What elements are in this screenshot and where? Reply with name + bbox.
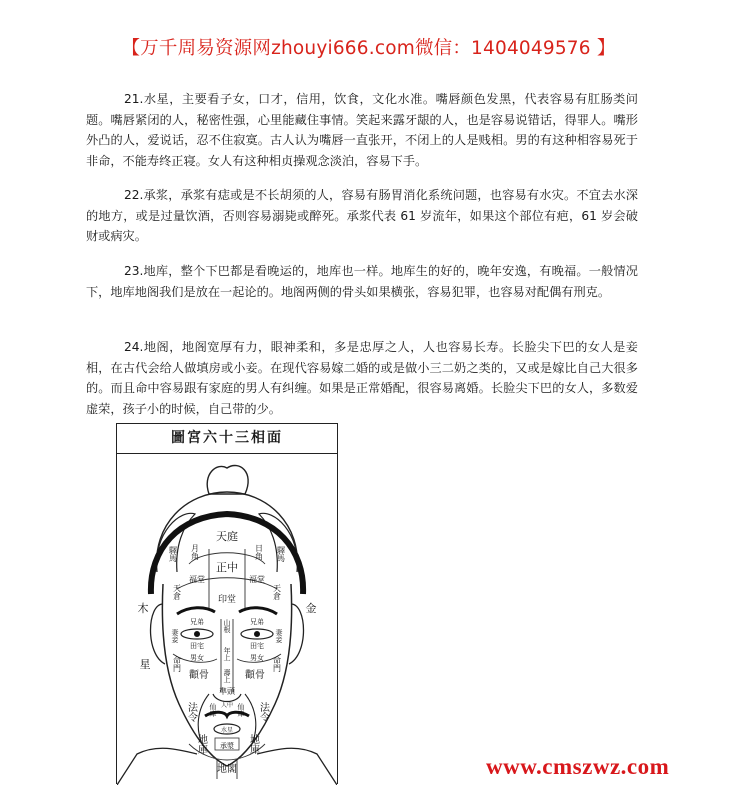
paragraph-22-chengjiang: 22.承浆，承浆有痣或是不长胡须的人，容易有肠胃消化系统问题，也容易有水灾。不宜去水深的地方，或是过量饮酒，否则容易溺毙或醉死。承浆代表 61 岁流年，如果这个部位有疤，61 岁会破财或病灾。 bbox=[86, 188, 638, 243]
label-yima-right: 驛馬 bbox=[276, 546, 286, 562]
left-eyebrow bbox=[177, 608, 215, 614]
label-tianzhai-left: 田宅 bbox=[190, 642, 204, 650]
paragraph-23-diku: 23.地库，整个下巴都是看晚运的，地库也一样。地库生的好的，晚年安逸，有晚福。一般情况下，地库地阁我们是放在一起论的。地阁两侧的骨头如果横张，容易犯罪，也容易对配偶有刑克。 bbox=[86, 264, 638, 299]
topknot-shape bbox=[207, 466, 248, 494]
label-xing: 星 bbox=[139, 658, 151, 671]
label-zhuntou: 準頭 bbox=[219, 687, 235, 696]
label-xianku-right: 仙庫 bbox=[237, 703, 245, 717]
label-nannu-left: 男女 bbox=[190, 654, 204, 662]
label-chengjiang: 承漿 bbox=[220, 742, 234, 750]
label-shoushang: 壽上 bbox=[223, 669, 231, 683]
label-yintang: 印堂 bbox=[217, 595, 237, 605]
label-shuixing: 水星 bbox=[220, 727, 234, 734]
source-header: 【万千周易资源网zhouyi666.com微信：1404049576 】 bbox=[121, 38, 616, 59]
label-xiongdi-left: 兄弟 bbox=[190, 618, 204, 626]
label-qishi-right: 妻妾 bbox=[275, 629, 283, 643]
label-quangu-right: 顴骨 bbox=[245, 670, 265, 681]
label-xiongdi-right: 兄弟 bbox=[250, 618, 264, 626]
label-faling-right: 法令 bbox=[257, 702, 269, 722]
right-pupil bbox=[254, 631, 260, 637]
label-mu: 木 bbox=[137, 602, 149, 615]
label-yuejiao: 月角 bbox=[190, 544, 200, 560]
label-tianting: 天庭 bbox=[216, 530, 238, 543]
label-tiancang-left: 天倉 bbox=[172, 584, 182, 600]
label-dige: 地閣 bbox=[217, 764, 237, 775]
label-qishi-left: 妻妾 bbox=[171, 629, 179, 643]
label-tiancang-right: 天倉 bbox=[272, 584, 282, 600]
label-zhengzhong: 正中 bbox=[216, 561, 238, 574]
paragraph-24-dige: 24.地阁，地阁宽厚有力，眼神柔和，多是忠厚之人，人也容易长寿。长脸尖下巴的女人是妾相，在古代会给人做填房或小妾。在现代容易嫁二婚的或是做小三二奶之类的，又或是嫁比自己大很多的。而且命中容易跟有家庭的男人有纠缠。如果是正常婚配，很容易离婚。长脸尖下巴的女人，多数爱虚荣，孩子小的时候，自己带的少。 bbox=[86, 340, 638, 416]
label-futang-right: 福堂 bbox=[249, 575, 265, 584]
label-quangu-left: 顴骨 bbox=[189, 670, 209, 681]
label-diku-left: 地庫 bbox=[195, 734, 207, 754]
label-renzhong: 人中 bbox=[220, 702, 234, 709]
right-shoulder bbox=[257, 748, 337, 785]
face-palace-diagram bbox=[116, 423, 338, 784]
label-mingmen-right: 命門 bbox=[272, 656, 282, 672]
label-diku-right: 地庫 bbox=[247, 734, 259, 754]
label-yima-left: 驛馬 bbox=[168, 546, 178, 562]
right-eyebrow bbox=[239, 608, 277, 614]
paragraph-21-shuixing: 21.水星，主要看子女，口才，信用，饮食，文化水准。嘴唇颜色发黑，代表容易有肛肠类问题。嘴唇紧闭的人，秘密性强，心里能藏住事情。笑起来露牙龈的人，也是容易说错话，得罪人。嘴形外凸的人，爱说话，忍不住寂寞。古人认为嘴唇一直张开，不闭上的人是贱相。男的有这种相容易死于非命，不能寿终正寝。女人有这种相贞操观念淡泊，容易下手。 bbox=[86, 92, 638, 168]
label-xianku-left: 仙庫 bbox=[209, 703, 217, 717]
label-mingmen-left: 命門 bbox=[172, 656, 182, 672]
left-shoulder bbox=[117, 748, 197, 785]
label-shangen: 山根 bbox=[223, 619, 231, 633]
site-watermark: www.cmszwz.com bbox=[486, 754, 670, 779]
label-faling-left: 法令 bbox=[185, 702, 197, 722]
label-nianshang: 年上 bbox=[223, 647, 231, 661]
label-futang-left: 福堂 bbox=[189, 575, 205, 584]
diagram-title: 圖宮六十三相面 bbox=[117, 424, 337, 454]
label-nannu-right: 男女 bbox=[250, 654, 264, 662]
left-pupil bbox=[194, 631, 200, 637]
label-jin: 金 bbox=[305, 602, 317, 615]
label-rijiao: 日角 bbox=[254, 544, 264, 560]
label-tianzhai-right: 田宅 bbox=[250, 642, 264, 650]
face-drawing bbox=[117, 454, 337, 785]
